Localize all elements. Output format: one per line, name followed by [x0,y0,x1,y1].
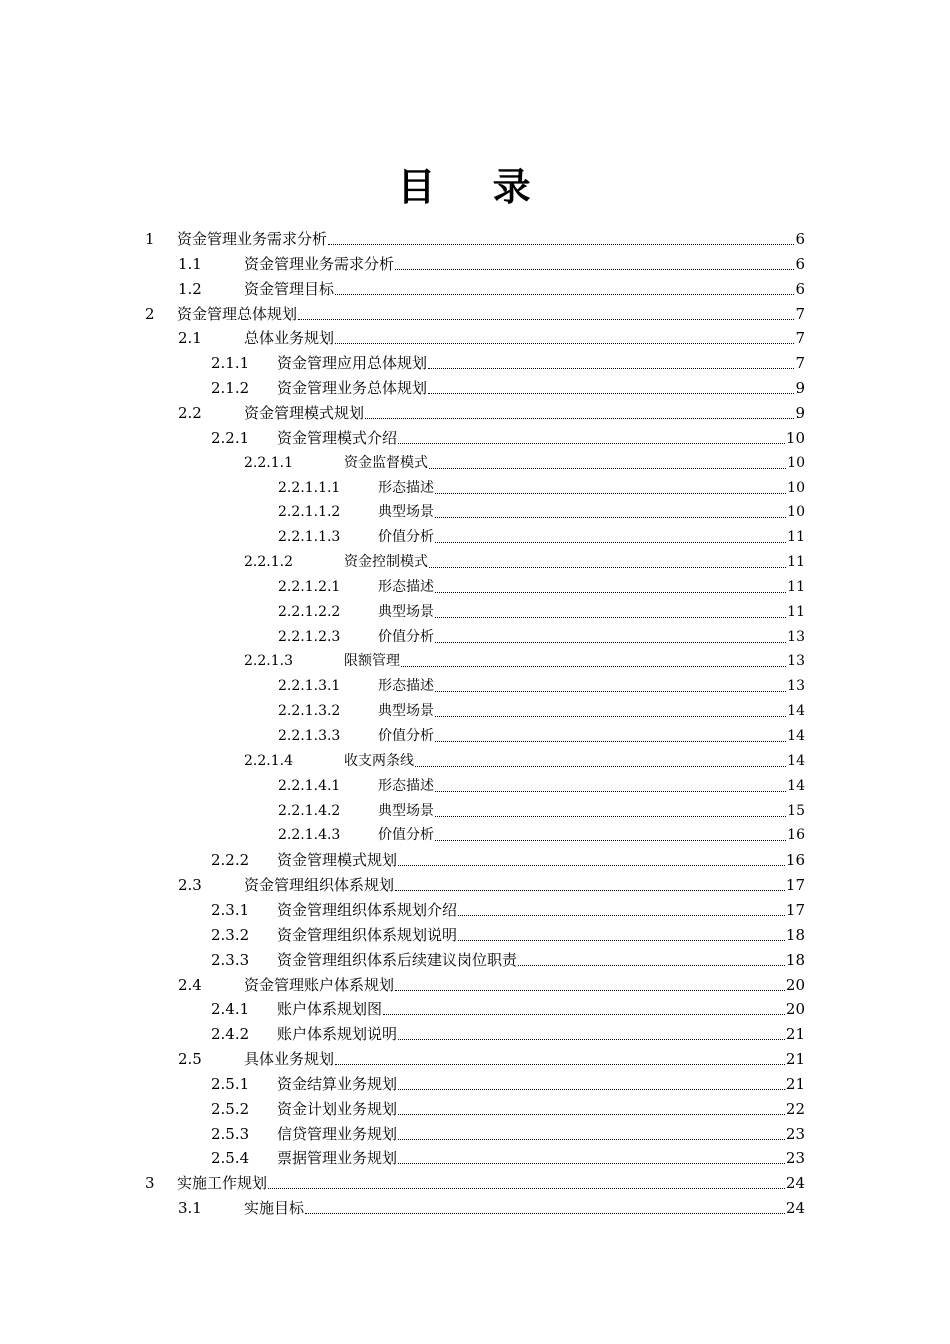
toc-entry-number: 2.5.4 [211,1149,250,1168]
toc-entry-page-number: 6 [795,230,805,248]
toc-entry-title: 资金结算业务规划 [277,1074,398,1093]
toc-entry[interactable] [278,573,805,597]
toc-entry[interactable] [278,474,805,498]
dot-leader [428,367,794,369]
toc-entry-title: 形态描述 [378,578,434,595]
dot-leader [335,293,794,295]
toc-entry[interactable] [244,647,805,671]
toc-entry-page-number: 24 [785,1174,805,1193]
toc-entry-page-number: 10 [787,454,805,471]
toc-entry-page-number: 21 [785,1074,805,1093]
dot-leader [458,939,785,941]
toc-entry-title: 具体业务规划 [244,1050,335,1069]
toc-entry-title: 资金管理模式规划 [277,851,398,870]
dot-leader [335,1063,785,1065]
dot-leader [435,616,786,618]
toc-entry-number: 2.4.2 [211,1025,250,1044]
toc-entry-title: 实施工作规划 [177,1174,268,1193]
toc-entry-number: 2.2.1.2.1 [278,578,341,595]
dot-leader [395,889,785,891]
toc-entry-number: 2.2.1.3.2 [278,703,341,720]
toc-entry[interactable] [145,1169,805,1193]
toc-entry-title: 资金监督模式 [344,454,428,471]
dot-leader [428,392,794,394]
toc-entry-number: 2.1.1 [211,354,250,373]
toc-entry-number: 2.4.1 [211,1000,250,1019]
toc-entry-page-number: 9 [795,403,805,422]
toc-entry-page-number: 15 [787,802,805,819]
toc-entry-title: 形态描述 [378,777,434,794]
dot-leader [435,541,786,543]
toc-entry-page-number: 11 [787,603,805,620]
toc-entry-page-number: 22 [785,1099,805,1118]
toc-entry-title: 资金管理业务总体规划 [277,379,428,398]
toc-entry-number: 2.3.2 [211,925,250,944]
toc-entry-page-number: 21 [785,1050,805,1069]
toc-entry[interactable] [211,946,805,970]
dot-leader [398,1138,785,1140]
toc-entry-number: 2.3.1 [211,900,250,919]
toc-entry[interactable] [278,797,805,821]
toc-entry-page-number: 10 [787,479,805,496]
toc-entry-number: 2.2.1.1.1 [278,479,341,496]
toc-entry[interactable] [211,1020,805,1044]
dot-leader [305,1212,785,1214]
toc-entry-number: 2.5.3 [211,1124,250,1143]
toc-entry-page-number: 20 [785,975,805,994]
toc-entry[interactable] [178,275,805,299]
toc-entry-title: 典型场景 [378,802,434,819]
toc-entry-page-number: 11 [787,578,805,595]
toc-entry-number: 2.5.1 [211,1074,250,1093]
toc-entry-page-number: 18 [785,950,805,969]
toc-entry-title: 典型场景 [378,504,434,521]
toc-entry-number: 2.5.2 [211,1099,250,1118]
toc-entry-number: 1.2 [178,279,202,298]
toc-entry[interactable] [211,349,805,373]
toc-entry[interactable] [211,921,805,945]
toc-entry-number: 2.2.1.3.3 [278,728,341,744]
toc-entry-number: 3 [145,1174,155,1193]
toc-entry[interactable] [211,846,805,870]
toc-entry-number: 2.5 [178,1050,202,1069]
dot-leader [435,690,786,692]
toc-entry[interactable] [278,498,805,522]
toc-entry[interactable] [244,449,805,473]
dot-leader [458,914,785,916]
toc-entry-title: 实施目标 [244,1199,305,1218]
dot-leader [435,591,786,593]
toc-entry-number: 2.2.1.3 [244,653,293,670]
toc-entry-page-number: 9 [795,379,805,398]
toc-entry-page-number: 23 [785,1149,805,1168]
dot-leader [398,1113,785,1115]
toc-entry[interactable] [278,697,805,721]
dot-leader [398,1162,785,1164]
toc-entry[interactable] [278,722,805,746]
toc-entry[interactable] [278,821,805,845]
dot-leader [328,243,794,245]
toc-entry-page-number: 20 [785,1000,805,1019]
toc-entry-number: 2.2.1.1.2 [278,504,341,521]
toc-entry[interactable] [211,1095,805,1119]
toc-entry[interactable] [178,1194,805,1218]
toc-entry-number: 2.2.1.1.3 [278,529,341,546]
toc-entry-number: 2.4 [178,975,202,994]
toc-entry-page-number: 14 [787,752,805,769]
dot-leader [398,1088,785,1090]
toc-entry[interactable] [278,672,805,696]
toc-entry-page-number: 14 [787,777,805,794]
toc-entry-title: 资金管理组织体系规划介绍 [277,900,458,919]
toc-entry-number: 2.2.1.2.2 [278,603,341,620]
dot-leader [383,1013,785,1015]
toc-entry[interactable] [178,971,805,995]
toc-entry[interactable] [211,1120,805,1144]
toc-entry-title: 资金管理模式介绍 [277,428,398,447]
toc-entry-title: 资金控制模式 [344,554,428,571]
toc-entry-number: 2.2.1.4.2 [278,802,341,819]
toc-entry-page-number: 24 [785,1199,805,1218]
toc-entry-title: 资金计划业务规划 [277,1099,398,1118]
toc-entry-page-number: 16 [785,851,805,870]
toc-entry-page-number: 7 [795,354,805,373]
toc-entry[interactable] [244,548,805,572]
toc-entry-title: 形态描述 [378,678,434,695]
toc-entry-title: 收支两条线 [344,752,414,769]
toc-entry-title: 资金管理应用总体规划 [277,354,428,373]
toc-entry[interactable] [278,772,805,796]
toc-entry-number: 2.2.1.1 [244,454,293,471]
toc-entry-title: 资金管理目标 [244,279,335,298]
toc-entry-title: 资金管理组织体系规划说明 [277,925,458,944]
toc-entry-title: 价值分析 [378,827,434,844]
toc-entry-number: 1.1 [178,254,202,273]
toc-entry[interactable] [178,871,805,895]
dot-leader [415,765,786,767]
toc-entry-page-number: 17 [785,900,805,919]
toc-entry[interactable] [211,1070,805,1094]
toc-entry-title: 价值分析 [378,728,434,744]
dot-leader [429,566,786,568]
dot-leader [365,417,794,419]
toc-entry-title: 账户体系规划说明 [277,1025,398,1044]
toc-entry-page-number: 17 [785,876,805,895]
toc-entry-number: 2.1 [178,329,202,348]
toc-entry-title: 典型场景 [378,603,434,620]
toc-entry[interactable] [211,995,805,1019]
dot-leader [398,864,785,866]
dot-leader [395,268,794,270]
toc-entry[interactable] [244,747,805,771]
toc-entry[interactable] [211,1144,805,1168]
toc-entry[interactable] [178,250,805,274]
toc-entry-number: 1 [145,230,155,248]
toc-entry-page-number: 21 [785,1025,805,1044]
toc-entry-number: 2.2.1.4.1 [278,777,341,794]
page-title: 目 录 [397,165,553,209]
toc-entry[interactable] [178,1045,805,1069]
toc-entry[interactable] [178,324,805,348]
toc-entry-number: 2.1.2 [211,379,250,398]
toc-entry-number: 2.2.1 [211,428,250,447]
toc-entry-page-number: 23 [785,1124,805,1143]
toc-entry-number: 2.2.1.4 [244,752,293,769]
toc-entry-title: 典型场景 [378,703,434,720]
toc-entry-title: 限额管理 [344,653,400,670]
toc-entry-page-number: 10 [787,504,805,521]
dot-leader [435,715,786,717]
toc-entry-page-number: 13 [787,653,805,670]
toc-entry[interactable] [211,424,805,448]
toc-entry-title: 资金管理业务需求分析 [177,230,328,248]
toc-entry-number: 2.2.1.3.1 [278,678,341,695]
toc-entry[interactable] [278,523,805,547]
dot-leader [395,989,785,991]
toc-entry-number: 2.3 [178,876,202,895]
dot-leader [429,467,786,469]
toc-entry-title: 信贷管理业务规划 [277,1124,398,1143]
dot-leader [435,815,786,817]
toc-entry-title: 资金管理账户体系规划 [244,975,395,994]
toc-entry-title: 总体业务规划 [244,329,335,348]
toc-entry-page-number: 14 [787,703,805,720]
toc-entry[interactable] [211,374,805,398]
toc-entry[interactable] [178,399,805,423]
dot-leader [335,342,794,344]
toc-entry-title: 资金管理业务需求分析 [244,254,395,273]
toc-entry-number: 2.2 [178,403,202,422]
toc-entry-number: 2.2.2 [211,851,250,870]
toc-entry-page-number: 18 [785,925,805,944]
toc-entry-page-number: 13 [787,678,805,695]
dot-leader [435,839,786,841]
toc-entry-page-number: 6 [795,254,805,273]
toc-entry[interactable] [145,300,805,324]
toc-entry-number: 2.2.1.2.3 [278,628,341,645]
dot-leader [518,964,785,966]
toc-entry[interactable] [145,225,805,249]
dot-leader [298,318,794,320]
toc-entry-title: 资金管理总体规划 [177,304,298,323]
toc-entry-title: 资金管理模式规划 [244,403,365,422]
toc-entry-page-number: 7 [795,304,805,323]
dot-leader [268,1187,785,1189]
dot-leader [435,740,786,742]
toc-entry-number: 2.3.3 [211,950,250,969]
toc-entry-page-number: 11 [787,529,805,546]
toc-entry-page-number: 11 [787,554,805,571]
toc-entry-page-number: 16 [787,827,805,844]
toc-entry[interactable] [278,623,805,647]
toc-entry-number: 2.2.1.2 [244,554,293,571]
toc-entry-title: 资金管理组织体系规划 [244,876,395,895]
toc-entry-title: 形态描述 [378,479,434,496]
toc-entry-title: 账户体系规划图 [277,1000,383,1019]
toc-entry-page-number: 6 [795,279,805,298]
toc-entry[interactable] [211,896,805,920]
toc-entry-title: 资金管理组织体系后续建议岗位职责 [277,950,518,969]
toc-entry-page-number: 14 [787,728,805,744]
toc-entry-title: 价值分析 [378,529,434,546]
toc-entry-page-number: 10 [785,428,805,447]
toc-entry-page-number: 13 [787,628,805,645]
toc-entry[interactable] [278,598,805,622]
toc-entry-number: 3.1 [178,1199,202,1218]
dot-leader [435,516,786,518]
dot-leader [435,492,786,494]
toc-entry-title: 价值分析 [378,628,434,645]
toc-entry-page-number: 7 [795,329,805,348]
dot-leader [398,442,785,444]
dot-leader [435,790,786,792]
dot-leader [435,641,786,643]
dot-leader [401,665,786,667]
toc-entry-title: 票据管理业务规划 [277,1149,398,1168]
toc-entry-number: 2.2.1.4.3 [278,827,341,844]
dot-leader [398,1038,785,1040]
toc-entry-number: 2 [145,304,155,323]
